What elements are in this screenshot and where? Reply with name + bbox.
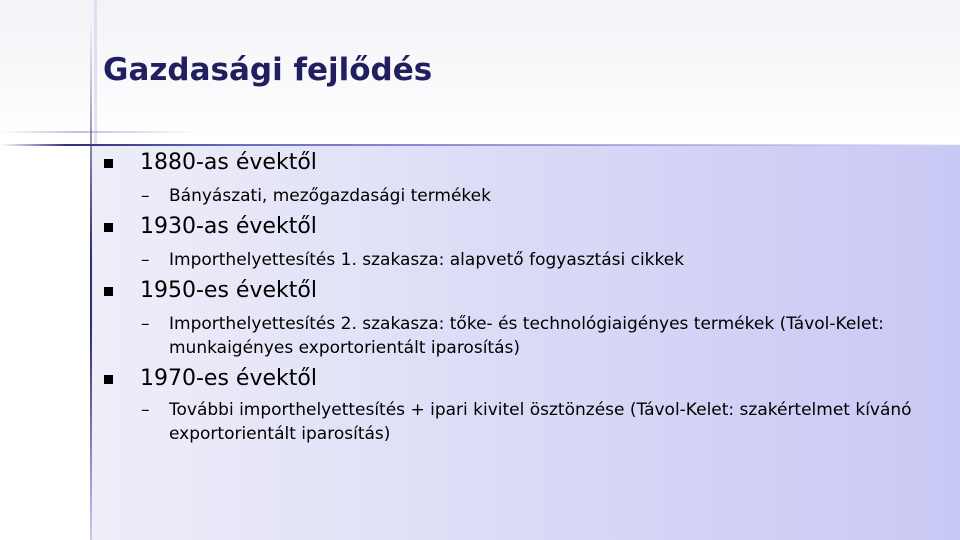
square-bullet-icon: [104, 159, 113, 168]
square-bullet-icon: [104, 287, 113, 296]
dash-bullet-icon: –: [141, 186, 150, 206]
square-bullet-icon: [104, 375, 113, 384]
sub-item-text: Bányászati, mezőgazdasági termékek: [169, 186, 491, 206]
bullet-heading: 1930-as évektől: [140, 214, 317, 239]
sub-item-text: Importhelyettesítés 2. szakasza: tőke- és technológiaigényes termékek (Távol-Kelet: munkaigényes exportorientált iparosítás): [169, 314, 884, 358]
bullet-heading: 1950-es évektől: [140, 278, 317, 303]
dash-bullet-icon: –: [141, 400, 150, 420]
slide-title: Gazdasági fejlődés: [103, 52, 433, 88]
decorative-vertical-line: [90, 18, 92, 540]
dash-bullet-icon: –: [141, 250, 150, 270]
sub-item-text: További importhelyettesítés + ipari kivitel ösztönzése (Távol-Kelet: szakértelmet kívánó exportorientált iparosítás): [169, 400, 912, 444]
decorative-vertical-glow: [94, 0, 97, 145]
sub-item-text: Importhelyettesítés 1. szakasza: alapvető fogyasztási cikkek: [169, 250, 685, 270]
dash-bullet-icon: –: [141, 314, 150, 334]
bullet-heading: 1970-es évektől: [140, 366, 317, 391]
decorative-horizontal-line: [0, 144, 960, 146]
left-margin: [0, 145, 91, 540]
square-bullet-icon: [104, 223, 113, 232]
bullet-heading: 1880-as évektől: [140, 150, 317, 175]
decorative-horizontal-glow: [0, 131, 200, 133]
